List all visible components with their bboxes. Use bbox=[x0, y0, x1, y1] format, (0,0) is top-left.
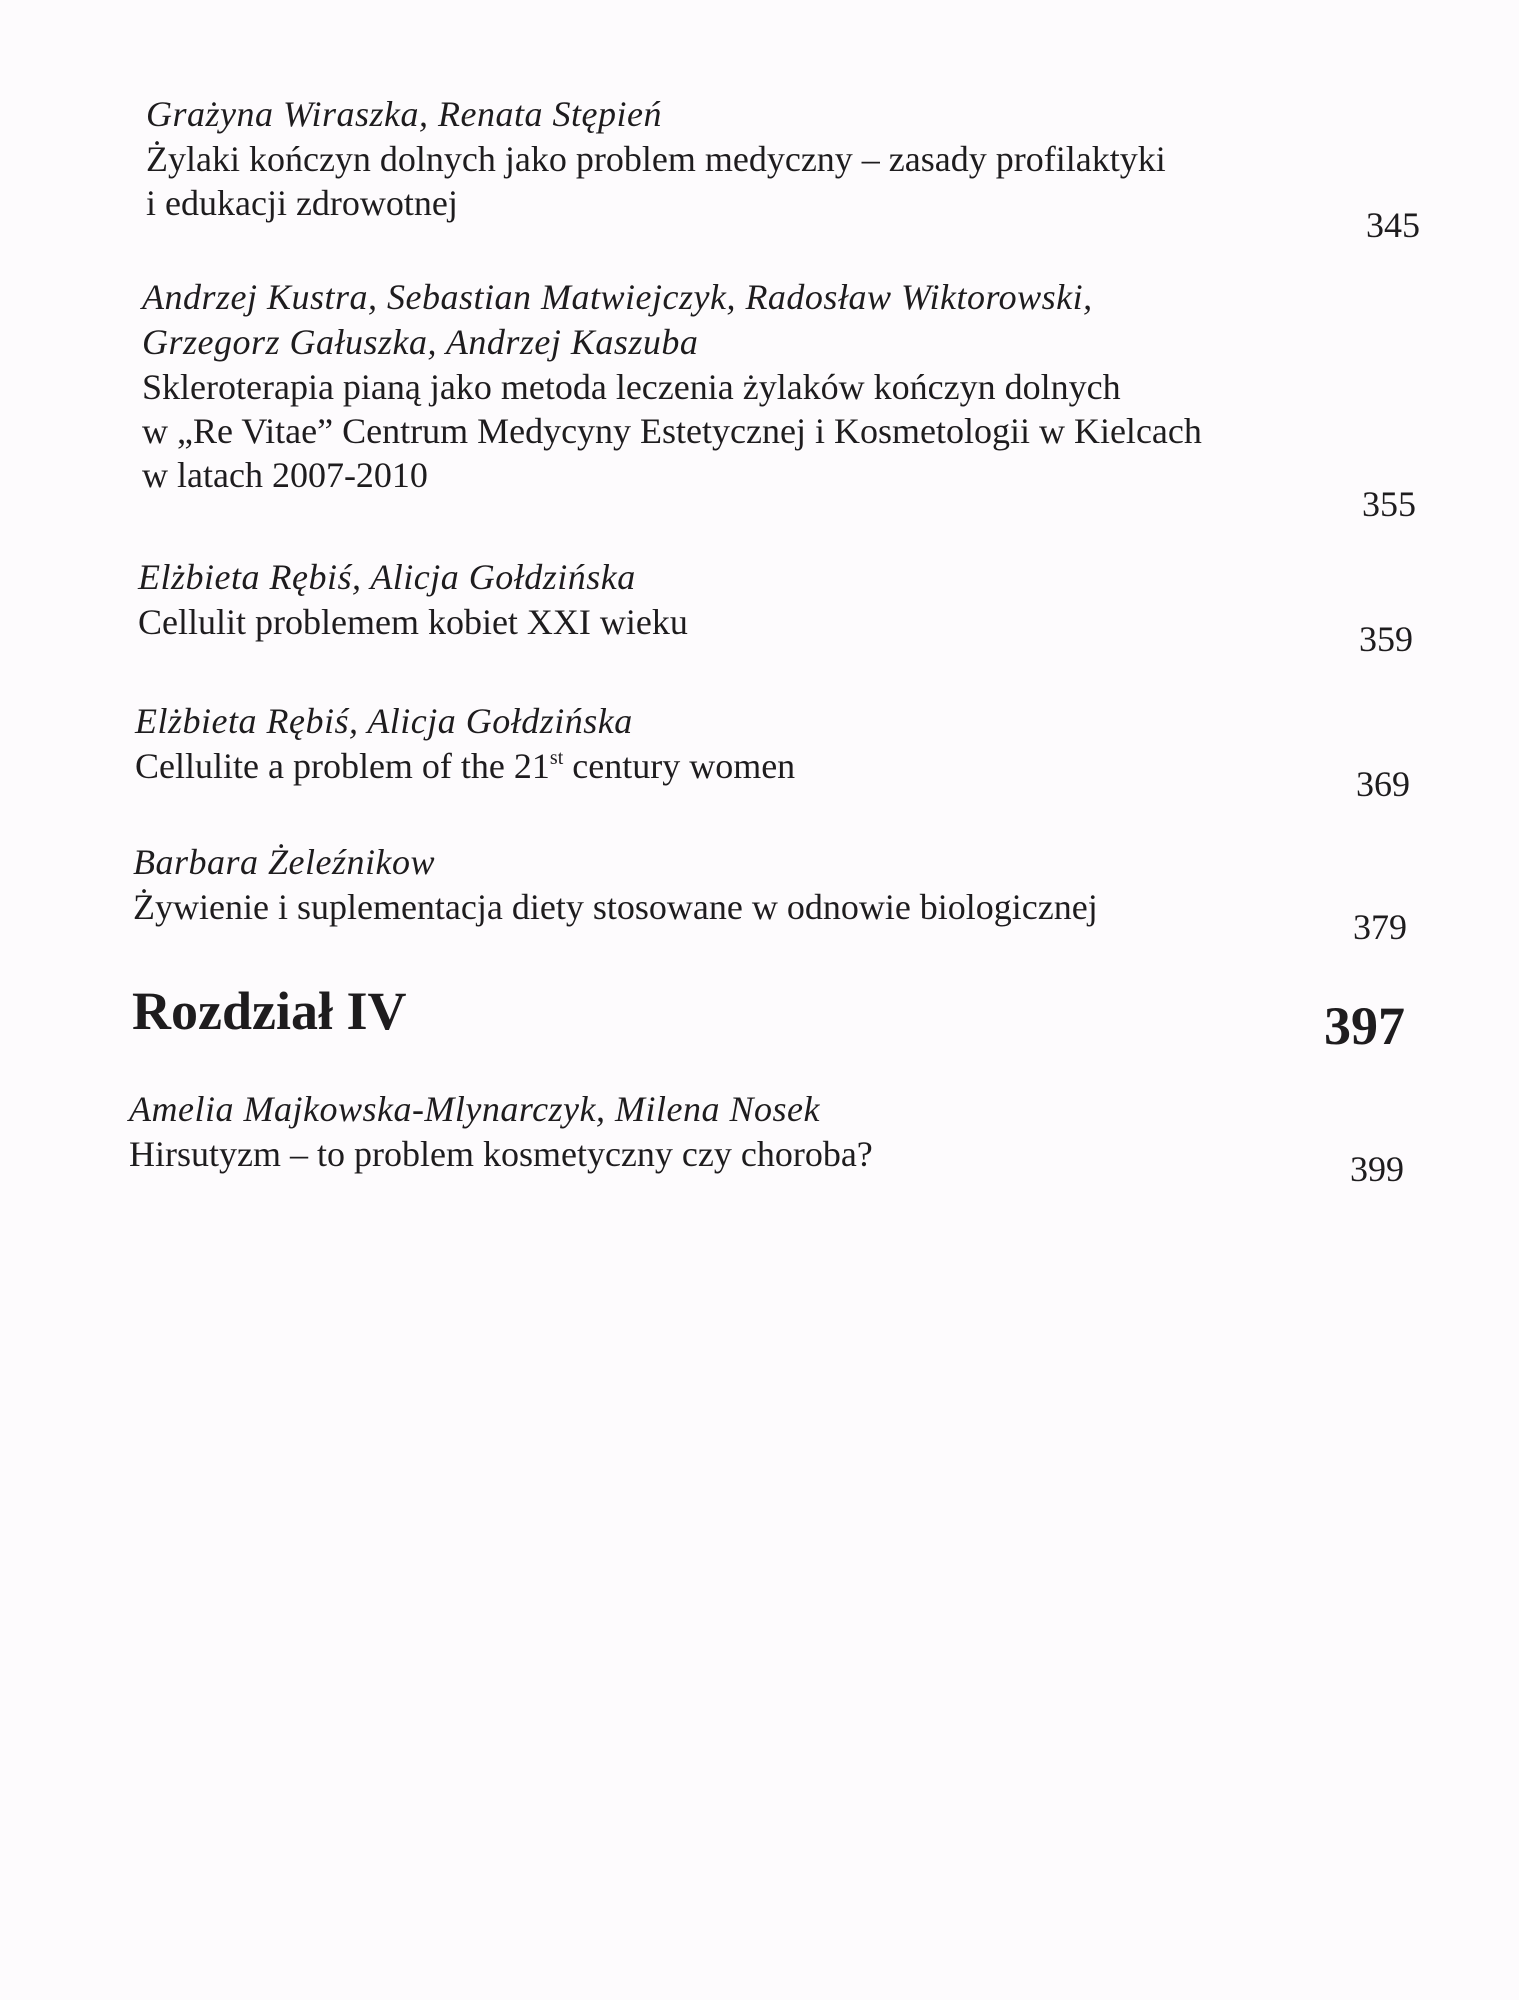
entry-page-number: 345 bbox=[1366, 205, 1420, 245]
entry-authors: Elżbieta Rębiś, Alicja Gołdzińska bbox=[135, 701, 633, 741]
entry-title bbox=[135, 744, 1435, 788]
entry-title-line: Skleroterapia pianą jako metoda leczenia żylaków kończyn dolnych bbox=[142, 367, 1121, 407]
entry-title-line: w „Re Vitae” Centrum Medycyny Estetycznej i Kosmetologii w Kielcach bbox=[142, 411, 1202, 451]
entry-title-text: century women bbox=[563, 746, 796, 786]
toc-entry bbox=[146, 92, 1446, 225]
entry-title: Cellulit problemem kobiet XXI wieku bbox=[138, 602, 688, 642]
toc-entry bbox=[133, 840, 1433, 929]
chapter-page-number: 397 bbox=[1324, 996, 1405, 1056]
superscript-ordinal: st bbox=[549, 747, 564, 769]
entry-title: Żywienie i suplementacja diety stosowane w odnowie biologicznej bbox=[133, 887, 1098, 927]
toc-entry bbox=[129, 1087, 1429, 1176]
entry-authors: Grzegorz Gałuszka, Andrzej Kaszuba bbox=[142, 322, 699, 362]
entry-page-number: 359 bbox=[1359, 619, 1413, 659]
entry-title: Hirsutyzm – to problem kosmetyczny czy choroba? bbox=[129, 1134, 873, 1174]
entry-title-text: Cellulite a problem of the 21 bbox=[135, 746, 550, 786]
toc-entry bbox=[135, 699, 1435, 788]
entry-authors: Grażyna Wiraszka, Renata Stępień bbox=[146, 94, 662, 134]
entry-authors: Elżbieta Rębiś, Alicja Gołdzińska bbox=[138, 557, 636, 597]
chapter-heading: Rozdział IV bbox=[132, 981, 407, 1041]
entry-authors: Andrzej Kustra, Sebastian Matwiejczyk, Radosław Wiktorowski, bbox=[142, 277, 1093, 317]
toc-entry bbox=[138, 555, 1438, 644]
entry-title-line: i edukacji zdrowotnej bbox=[146, 183, 458, 223]
entry-page-number: 379 bbox=[1353, 907, 1407, 947]
entry-authors: Amelia Majkowska-Mlynarczyk, Milena Nosek bbox=[129, 1089, 820, 1129]
entry-title-line: w latach 2007-2010 bbox=[142, 455, 428, 495]
entry-page-number: 399 bbox=[1350, 1149, 1404, 1189]
entry-page-number: 355 bbox=[1362, 484, 1416, 524]
entry-page-number: 369 bbox=[1356, 764, 1410, 804]
toc-entry bbox=[142, 275, 1442, 497]
entry-authors: Barbara Żeleźnikow bbox=[133, 842, 435, 882]
entry-title-line: Żylaki kończyn dolnych jako problem medyczny – zasady profilaktyki bbox=[146, 139, 1166, 179]
